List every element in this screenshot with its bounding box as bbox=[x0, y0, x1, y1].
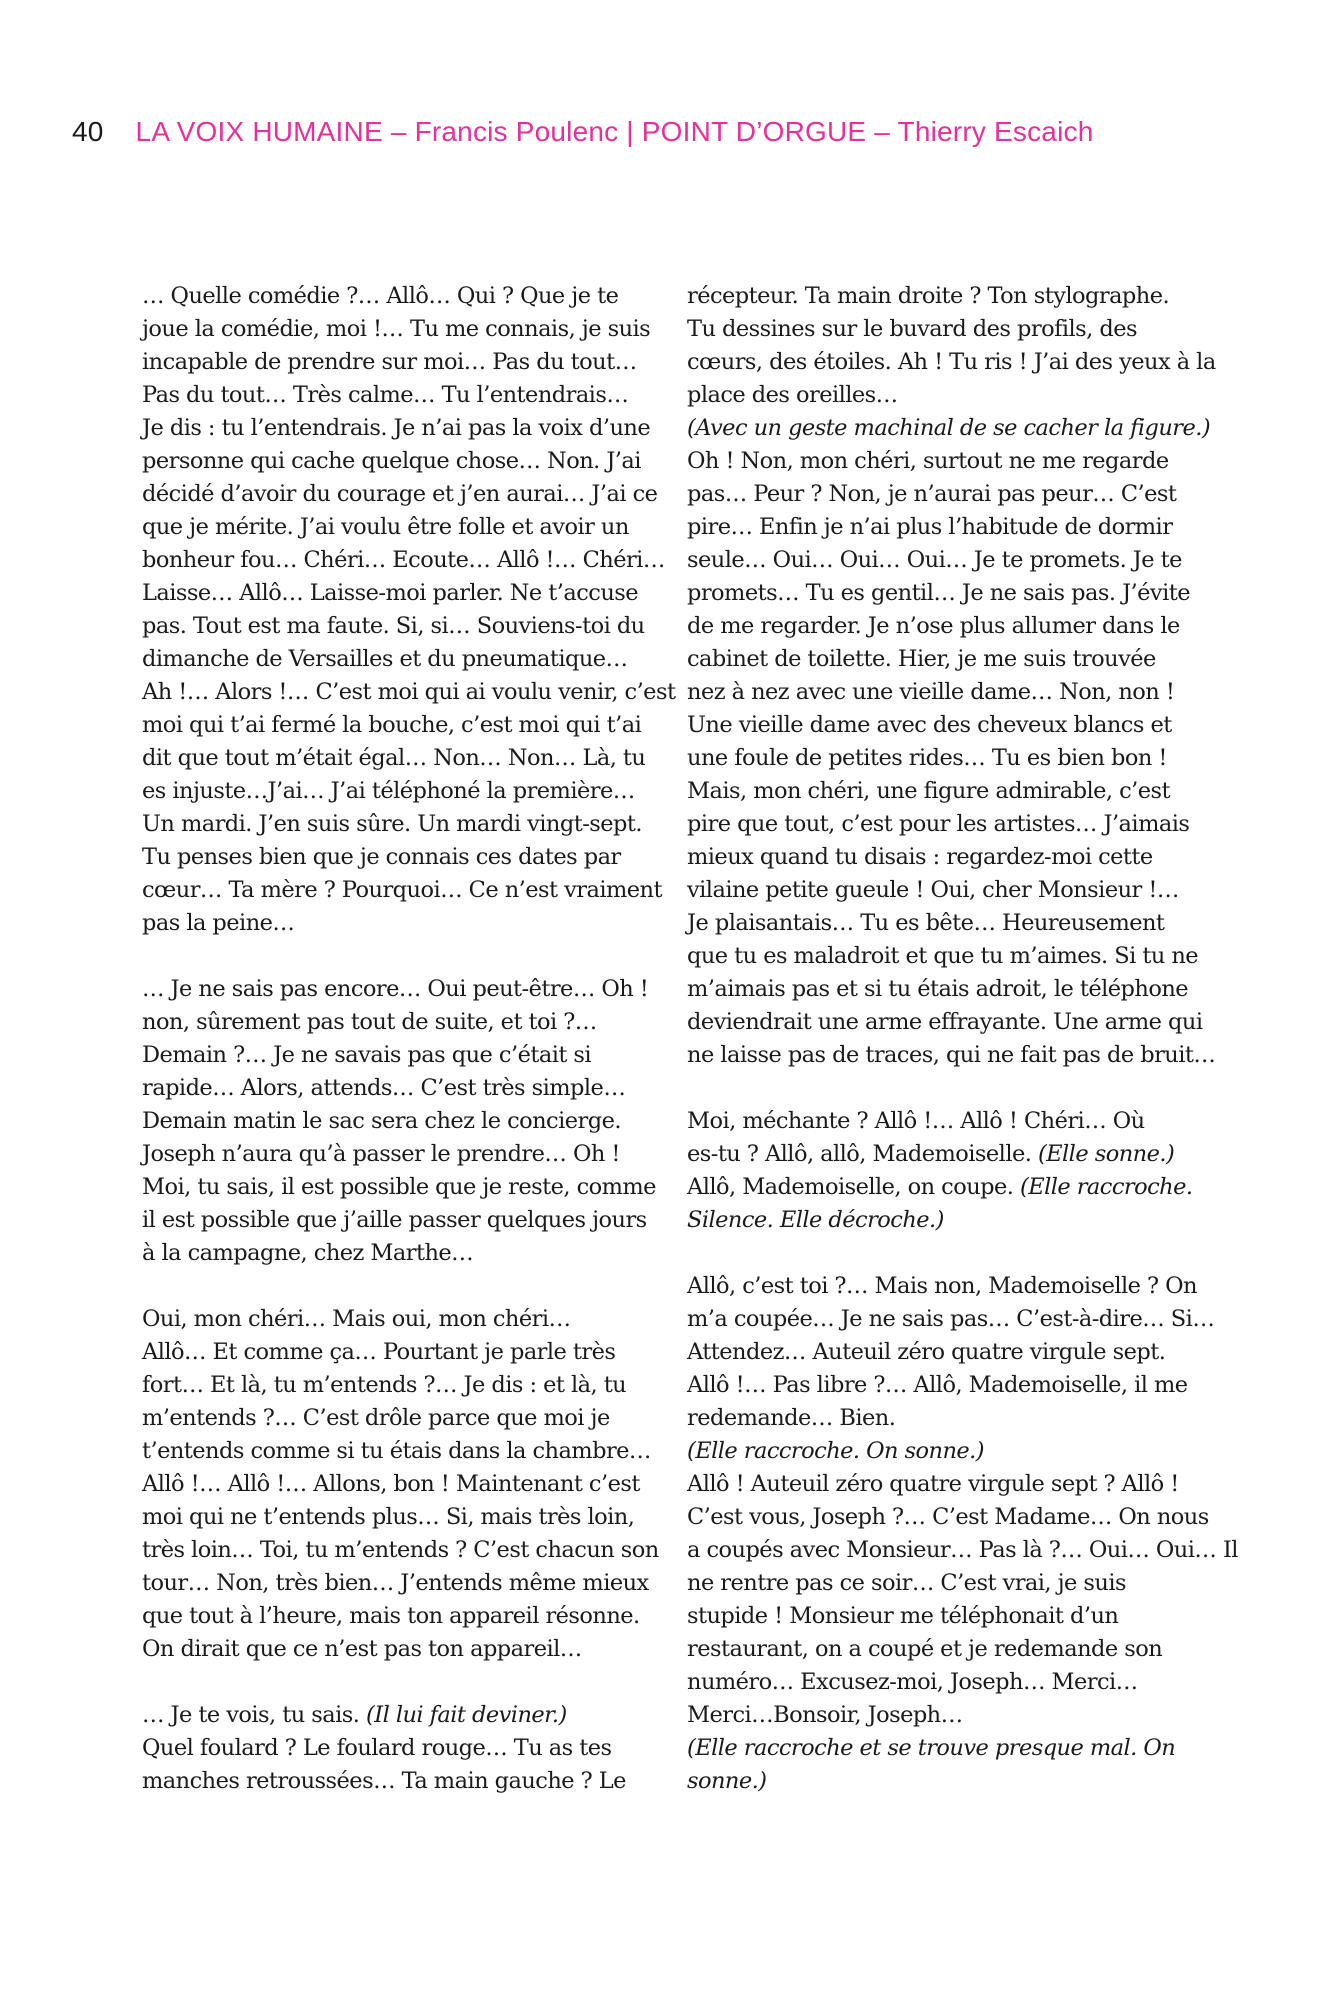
dialogue-text: Tu dessines sur le buvard des profils, des bbox=[687, 316, 1137, 342]
text-line bbox=[142, 742, 662, 775]
dialogue-text: On dirait que ce n’est pas ton appareil… bbox=[142, 1636, 582, 1662]
paragraph bbox=[142, 1303, 662, 1666]
text-line bbox=[687, 940, 1207, 973]
running-title: LA VOIX HUMAINE – Francis Poulenc | POINT D’ORGUE – Thierry Escaich bbox=[135, 116, 1094, 147]
text-line bbox=[687, 1336, 1207, 1369]
dialogue-text: pas… Peur ? Non, je n’aurai pas peur… C’est bbox=[687, 481, 1177, 507]
text-line bbox=[142, 1633, 662, 1666]
text-line bbox=[142, 1105, 662, 1138]
dialogue-text: non, sûrement pas tout de suite, et toi ?… bbox=[142, 1009, 597, 1035]
text-line bbox=[687, 1303, 1215, 1336]
dialogue-text: Attendez… Auteuil zéro quatre virgule sept. bbox=[687, 1339, 1166, 1365]
text-line bbox=[142, 973, 662, 1006]
text-line bbox=[687, 544, 1207, 577]
stage-direction: (Elle raccroche. On sonne.) bbox=[687, 1438, 985, 1464]
dialogue-text: cabinet de toilette. Hier, je me suis trouvée bbox=[687, 646, 1156, 672]
dialogue-text: Pas du tout… Très calme… Tu l’entendrais… bbox=[142, 382, 629, 408]
text-line bbox=[687, 841, 1207, 874]
dialogue-text: place des oreilles… bbox=[687, 382, 898, 408]
text-line bbox=[142, 1072, 662, 1105]
dialogue-text: Laisse… Allô… Laisse-moi parler. Ne t’accuse bbox=[142, 580, 639, 606]
text-line bbox=[687, 1402, 1207, 1435]
paragraph bbox=[687, 280, 1216, 1072]
text-line bbox=[687, 1105, 1207, 1138]
dialogue-text: stupide ! Monsieur me téléphonait d’un bbox=[687, 1603, 1119, 1629]
text-line bbox=[142, 808, 662, 841]
text-column-right bbox=[687, 280, 1238, 1798]
dialogue-text: pire que tout, c’est pour les artistes… J’aimais bbox=[687, 811, 1190, 837]
text-line bbox=[687, 1369, 1207, 1402]
text-line bbox=[142, 610, 662, 643]
dialogue-text: t’entends comme si tu étais dans la chambre… bbox=[142, 1438, 651, 1464]
text-line bbox=[142, 379, 662, 412]
text-line bbox=[142, 1039, 662, 1072]
dialogue-text: que je mérite. J’ai voulu être folle et avoir un bbox=[142, 514, 629, 540]
dialogue-text: vilaine petite gueule ! Oui, cher Monsieur !… bbox=[687, 877, 1179, 903]
dialogue-text: à la campagne, chez Marthe… bbox=[142, 1240, 474, 1266]
dialogue-text: il est possible que j’aille passer quelques jours bbox=[142, 1207, 647, 1233]
paragraph bbox=[687, 1105, 1207, 1237]
paragraph bbox=[142, 280, 676, 940]
stage-direction: (Avec un geste machinal de se cacher la figure.) bbox=[687, 415, 1211, 441]
text-line bbox=[142, 1468, 662, 1501]
dialogue-text: Moi, tu sais, il est possible que je reste, comme bbox=[142, 1174, 656, 1200]
text-column-left bbox=[142, 280, 676, 1798]
paragraph bbox=[142, 973, 662, 1270]
dialogue-text: dit que tout m’était égal… Non… Non… Là, tu bbox=[142, 745, 646, 771]
dialogue-text: numéro… Excusez-moi, Joseph… Merci… bbox=[687, 1669, 1138, 1695]
dialogue-text: m’a coupée… Je ne sais pas… C’est-à-dire… Si… bbox=[687, 1306, 1215, 1332]
dialogue-text: Mais, mon chéri, une figure admirable, c’est bbox=[687, 778, 1170, 804]
text-line bbox=[687, 808, 1207, 841]
text-line bbox=[687, 1765, 1207, 1798]
dialogue-text: Allô… Et comme ça… Pourtant je parle très bbox=[142, 1339, 616, 1365]
dialogue-text: pire… Enfin je n’ai plus l’habitude de dormir bbox=[687, 514, 1173, 540]
dialogue-text: es-tu ? Allô, allô, Mademoiselle. bbox=[687, 1141, 1038, 1167]
text-line bbox=[142, 280, 662, 313]
dialogue-text: ne rentre pas ce soir… C’est vrai, je suis bbox=[687, 1570, 1126, 1596]
dialogue-text: m’entends ?… C’est drôle parce que moi je bbox=[142, 1405, 610, 1431]
dialogue-text: a coupés avec Monsieur… Pas là ?… Oui… Oui… Il bbox=[687, 1537, 1238, 1563]
dialogue-text: Allô, Mademoiselle, on coupe. bbox=[687, 1174, 1020, 1200]
dialogue-text: seule… Oui… Oui… Oui… Je te promets. Je te bbox=[687, 547, 1182, 573]
dialogue-text: Tu penses bien que je connais ces dates par bbox=[142, 844, 621, 870]
dialogue-text: promets… Tu es gentil… Je ne sais pas. J’évite bbox=[687, 580, 1190, 606]
text-line bbox=[687, 313, 1207, 346]
text-line bbox=[687, 1204, 1207, 1237]
text-line bbox=[687, 1699, 1207, 1732]
text-line bbox=[687, 1138, 1207, 1171]
text-line bbox=[142, 313, 662, 346]
dialogue-text: Moi, méchante ? Allô !… Allô ! Chéri… Où bbox=[687, 1108, 1145, 1134]
text-line bbox=[142, 709, 662, 742]
text-line bbox=[142, 643, 662, 676]
dialogue-text: récepteur. Ta main droite ? Ton stylographe. bbox=[687, 283, 1170, 309]
dialogue-text: Demain matin le sac sera chez le concierge. bbox=[142, 1108, 621, 1134]
text-line bbox=[142, 445, 662, 478]
text-line bbox=[142, 1336, 662, 1369]
text-line bbox=[142, 1171, 662, 1204]
dialogue-text: … Je te vois, tu sais. bbox=[142, 1702, 366, 1728]
dialogue-text: nez à nez avec une vieille dame… Non, non ! bbox=[687, 679, 1175, 705]
text-line bbox=[687, 742, 1207, 775]
text-line bbox=[142, 1600, 662, 1633]
text-line bbox=[142, 1204, 662, 1237]
dialogue-text: deviendrait une arme effrayante. Une arme qui bbox=[687, 1009, 1203, 1035]
text-line bbox=[142, 478, 662, 511]
dialogue-text: Allô, c’est toi ?… Mais non, Mademoiselle ? On bbox=[687, 1273, 1197, 1299]
dialogue-text: Merci…Bonsoir, Joseph… bbox=[687, 1702, 963, 1728]
dialogue-text: redemande… Bien. bbox=[687, 1405, 896, 1431]
stage-direction: (Elle sonne.) bbox=[1037, 1141, 1175, 1167]
text-line bbox=[687, 874, 1207, 907]
dialogue-text: fort… Et là, tu m’entends ?… Je dis : et là, tu bbox=[142, 1372, 627, 1398]
dialogue-text: Je plaisantais… Tu es bête… Heureusement bbox=[687, 910, 1165, 936]
dialogue-text: cœurs, des étoiles. Ah ! Tu ris ! J’ai des yeux à la bbox=[687, 349, 1216, 375]
text-line bbox=[142, 676, 676, 709]
text-line bbox=[687, 1600, 1207, 1633]
dialogue-text: très loin… Toi, tu m’entends ? C’est chacun son bbox=[142, 1537, 659, 1563]
text-line bbox=[142, 1501, 662, 1534]
text-line bbox=[142, 346, 662, 379]
dialogue-text: tour… Non, très bien… J’entends même mieux bbox=[142, 1570, 649, 1596]
text-line bbox=[687, 1270, 1207, 1303]
text-line bbox=[142, 511, 662, 544]
stage-direction: (Elle raccroche. bbox=[1019, 1174, 1193, 1200]
dialogue-text: cœur… Ta mère ? Pourquoi… Ce n’est vraiment bbox=[142, 877, 662, 903]
dialogue-text: Un mardi. J’en suis sûre. Un mardi vingt-sept. bbox=[142, 811, 642, 837]
text-line bbox=[687, 1435, 1207, 1468]
text-line bbox=[687, 1666, 1207, 1699]
text-line bbox=[142, 1369, 662, 1402]
dialogue-text: pas. Tout est ma faute. Si, si… Souviens-toi du bbox=[142, 613, 645, 639]
dialogue-text: m’aimais pas et si tu étais adroit, le téléphone bbox=[687, 976, 1189, 1002]
text-line bbox=[687, 1039, 1216, 1072]
dialogue-text: décidé d’avoir du courage et j’en aurai… J’ai ce bbox=[142, 481, 658, 507]
dialogue-text: Allô ! Auteuil zéro quatre virgule sept ? Allô ! bbox=[687, 1471, 1179, 1497]
text-line bbox=[142, 1303, 662, 1336]
dialogue-text: que tout à l’heure, mais ton appareil résonne. bbox=[142, 1603, 640, 1629]
text-line bbox=[687, 1171, 1207, 1204]
dialogue-text: Une vieille dame avec des cheveux blancs et bbox=[687, 712, 1172, 738]
dialogue-text: … Quelle comédie ?… Allô… Qui ? Que je te bbox=[142, 283, 619, 309]
text-line bbox=[687, 610, 1207, 643]
dialogue-text: Oui, mon chéri… Mais oui, mon chéri… bbox=[142, 1306, 571, 1332]
dialogue-text: … Je ne sais pas encore… Oui peut-être… Oh ! bbox=[142, 976, 649, 1002]
text-line bbox=[142, 1237, 662, 1270]
dialogue-text: Quel foulard ? Le foulard rouge… Tu as tes bbox=[142, 1735, 612, 1761]
dialogue-text: Allô !… Allô !… Allons, bon ! Maintenant c’est bbox=[142, 1471, 640, 1497]
text-line bbox=[687, 643, 1207, 676]
text-line bbox=[142, 907, 662, 940]
stage-direction: (Elle raccroche et se trouve presque mal. On bbox=[687, 1735, 1176, 1761]
text-line bbox=[142, 577, 662, 610]
text-line bbox=[142, 1567, 662, 1600]
text-line bbox=[687, 1534, 1238, 1567]
dialogue-text: ne laisse pas de traces, qui ne fait pas de bruit… bbox=[687, 1042, 1216, 1068]
text-line bbox=[687, 445, 1207, 478]
text-line bbox=[687, 379, 1207, 412]
dialogue-text: dimanche de Versailles et du pneumatique… bbox=[142, 646, 628, 672]
dialogue-text: Oh ! Non, mon chéri, surtout ne me regarde bbox=[687, 448, 1169, 474]
text-line bbox=[142, 841, 662, 874]
text-line bbox=[687, 577, 1207, 610]
dialogue-text: C’est vous, Joseph ?… C’est Madame… On nous bbox=[687, 1504, 1209, 1530]
text-line bbox=[142, 1138, 662, 1171]
text-line bbox=[687, 478, 1207, 511]
text-line bbox=[142, 412, 662, 445]
text-line bbox=[687, 676, 1207, 709]
stage-direction: sonne.) bbox=[687, 1768, 767, 1794]
text-line bbox=[687, 1468, 1207, 1501]
text-line bbox=[142, 1402, 662, 1435]
dialogue-text: Je dis : tu l’entendrais. Je n’ai pas la voix d’une bbox=[142, 415, 651, 441]
dialogue-text: mieux quand tu disais : regardez-moi cette bbox=[687, 844, 1153, 870]
page-number: 40 bbox=[72, 116, 104, 147]
dialogue-text: que tu es maladroit et que tu m’aimes. Si tu ne bbox=[687, 943, 1199, 969]
dialogue-text: Ah !… Alors !… C’est moi qui ai voulu venir, c’est bbox=[142, 679, 676, 705]
text-line bbox=[142, 1435, 662, 1468]
dialogue-text: bonheur fou… Chéri… Ecoute… Allô !… Chéri… bbox=[142, 547, 665, 573]
text-line bbox=[687, 1567, 1207, 1600]
paragraph bbox=[687, 1270, 1238, 1798]
text-line bbox=[687, 973, 1207, 1006]
text-line bbox=[687, 1732, 1207, 1765]
dialogue-text: pas la peine… bbox=[142, 910, 295, 936]
text-line bbox=[687, 709, 1207, 742]
dialogue-text: rapide… Alors, attends… C’est très simple… bbox=[142, 1075, 626, 1101]
text-line bbox=[142, 1765, 662, 1798]
text-line bbox=[142, 1699, 662, 1732]
text-line bbox=[142, 1534, 662, 1567]
text-line bbox=[687, 1006, 1207, 1039]
dialogue-text: incapable de prendre sur moi… Pas du tout… bbox=[142, 349, 637, 375]
text-line bbox=[687, 412, 1211, 445]
dialogue-text: Joseph n’aura qu’à passer le prendre… Oh ! bbox=[142, 1141, 620, 1167]
dialogue-text: es injuste…J’ai… J’ai téléphoné la première… bbox=[142, 778, 635, 804]
text-line bbox=[687, 1501, 1207, 1534]
text-line bbox=[142, 544, 665, 577]
text-line bbox=[687, 1633, 1207, 1666]
stage-direction: Silence. Elle décroche.) bbox=[687, 1207, 944, 1233]
text-line bbox=[142, 1732, 662, 1765]
dialogue-text: Allô !… Pas libre ?… Allô, Mademoiselle, il me bbox=[687, 1372, 1188, 1398]
dialogue-text: personne qui cache quelque chose… Non. J’ai bbox=[142, 448, 641, 474]
dialogue-text: une foule de petites rides… Tu es bien bon ! bbox=[687, 745, 1167, 771]
dialogue-text: Demain ?… Je ne savais pas que c’était si bbox=[142, 1042, 592, 1068]
text-line bbox=[687, 907, 1207, 940]
dialogue-text: joue la comédie, moi !… Tu me connais, je suis bbox=[142, 316, 651, 342]
text-line bbox=[687, 346, 1216, 379]
stage-direction: (Il lui fait deviner.) bbox=[366, 1702, 567, 1728]
dialogue-text: manches retroussées… Ta main gauche ? Le bbox=[142, 1768, 626, 1794]
paragraph bbox=[142, 1699, 662, 1798]
dialogue-text: moi qui t’ai fermé la bouche, c’est moi qui t’ai bbox=[142, 712, 642, 738]
dialogue-text: moi qui ne t’entends plus… Si, mais très loin, bbox=[142, 1504, 635, 1530]
running-header bbox=[72, 116, 1093, 148]
text-line bbox=[687, 280, 1207, 313]
text-line bbox=[687, 775, 1207, 808]
dialogue-text: de me regarder. Je n’ose plus allumer dans le bbox=[687, 613, 1180, 639]
text-line bbox=[142, 1006, 662, 1039]
text-line bbox=[687, 511, 1207, 544]
dialogue-text: restaurant, on a coupé et je redemande son bbox=[687, 1636, 1163, 1662]
text-line bbox=[142, 874, 662, 907]
text-line bbox=[142, 775, 662, 808]
